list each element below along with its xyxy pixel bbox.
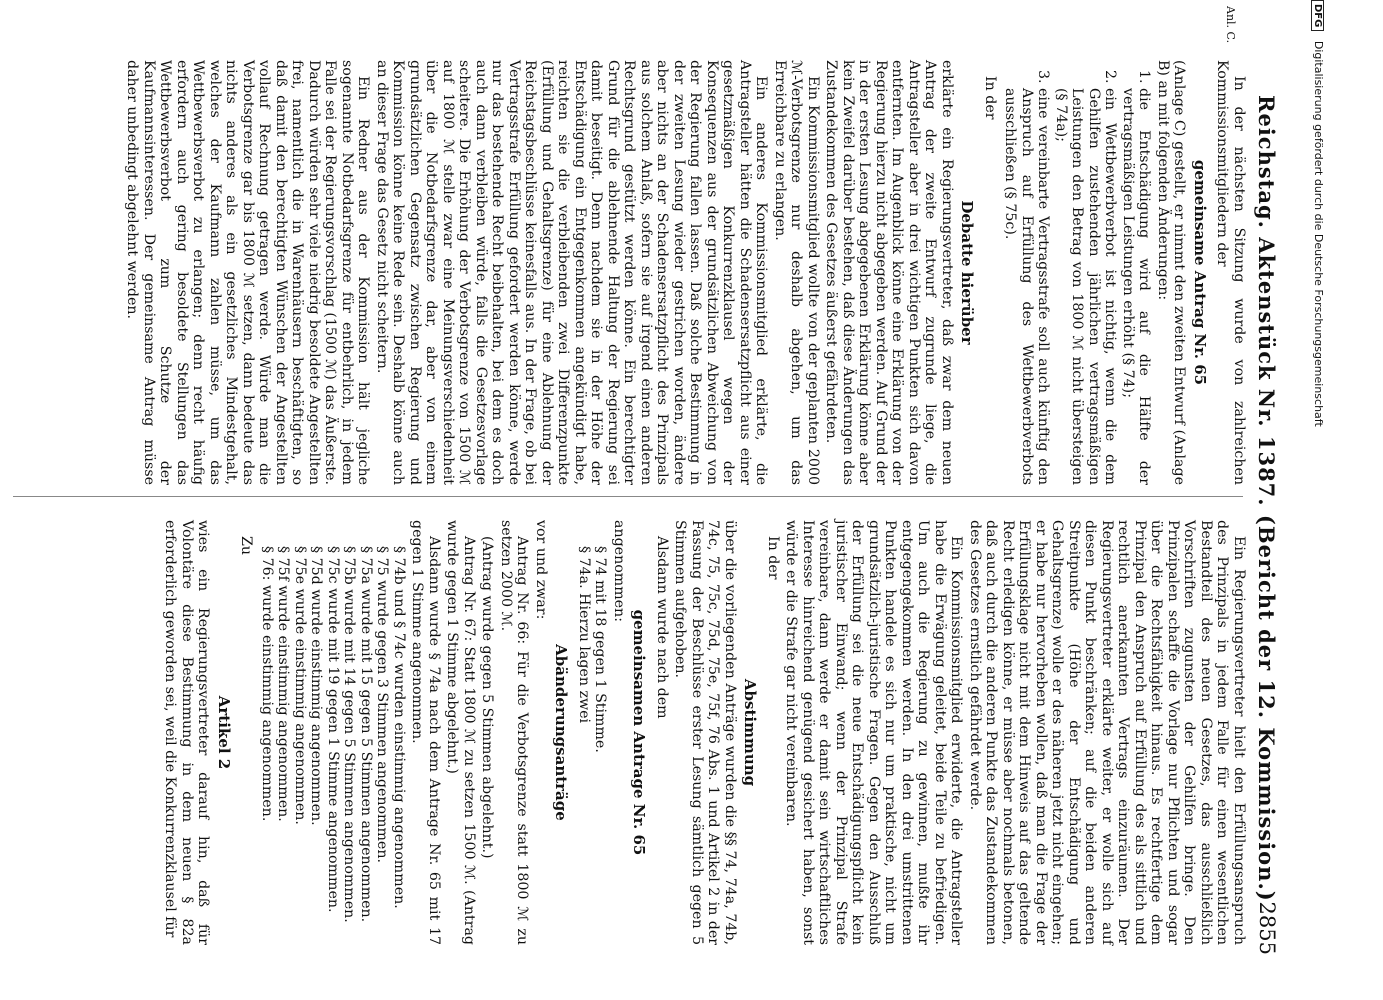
paragraph: (Antrag wurde gegen 5 Stimmen abgelehnt.) — [479, 536, 496, 859]
list-item: § 75b wurde mit 14 gegen 5 Stimmen angenommen. — [341, 546, 358, 923]
heading-artikel-2: Artikel 2 — [215, 695, 233, 770]
paragraph: über die vorliegenden Anträge wurden die §§ 74, 74a, 74b, 74c, 75, 75c, 75d, 75e, 75f, 76 Abs. 1 und Artikel 2 in der Fassung der Beschlüsse erster Lesung sämtlich gegen 5 Stimmen aufgehoben. — [672, 520, 738, 945]
page-title: Reichstag. Aktenstück Nr. 1387. (Bericht der 12. Kommission.) — [1254, 95, 1279, 902]
paragraph: Antrag Nr. 66: Für die Verbotsgrenze statt 1800 ℳ zu setzen 2000 ℳ. — [498, 520, 531, 945]
credit-text: Digitalisierung gefördert durch die Deutsche Forschungsgemeinschaft — [1312, 40, 1325, 427]
list-item: § 74a. Hierzu lagen zwei — [576, 546, 592, 724]
digitization-credit — [1301, 0, 1325, 1000]
dfg-logo: DFG — [1311, 0, 1324, 31]
paragraph: Ein Redner aus der Kommission hält jegliche sogenannte Notbedarfsgrenze für entbehrlich, in jedem Falle sei der Regierungsvorschlag (1500 ℳ) das Äußerste. Dadurch würden sehr viele niedrig besoldete Angestellten frei, namentlich die in Warenhäusern beschäftigten, so daß damit den berechtigten Wünschen der Angestellten vollauf Rechnung getragen werde. Würde man die Verbotsgrenze gar bis 1800 ℳ setzen, dann bedeute das nichts anderes als ein gesetzliches Mindestgehalt, welches der Kaufmann zahlen müsse, um das Wettbewerbsverbot zu erlangen; denn recht häufig erfordern auch gering besoldete Stellungen das Wettbewerbsverbot zum Schutze der Kaufmannsinteressen. Der gemeinsame Antrag müsse daher unbedingt abgelehnt werden. — [124, 60, 372, 485]
heading-debatte: Debatte hierüber — [958, 200, 977, 345]
paragraph: Ein Kommissionsmitglied erwiderte, die Antragsteller habe die Erwägung geleitet, beide Teile zu befriedigen. Um auch die Regierung zu gewinnen, mußte ihr entgegengekommen werden. In den drei umstrittenen Punkten handele es sich nur um praktische, nicht um grundsätzlich-juristische Fragen. Gegen den Ausschluß der Erfüllung sei die neue Entschädigungspflicht kein juristischer Einwand; wenn der Prinzipal Strafe vereinbare, dann werde er damit sein wirtschaftliches Interesse hinreichend genügend gesichert haben, sonst würde er die Strafe gar nicht vereinbaren. — [783, 520, 965, 945]
margin-note: Anl. C. — [1224, 6, 1237, 44]
paragraph: erklärte ein Regierungsvertreter, daß zwar dem neuen Antrag der zweite Entwurf zugrunde liege, die Antragsteller aber in drei wichtigen Punkten sich davon entfernten. Im Augenblick könne eine Erklärung von der Regierung hierzu nicht abgegeben werden. Auf Grund der in der ersten Lesung abgegebenen Erklärung könne aber kein Zweifel darüber bestehen, daß diese Änderungen das Zustandekommen des Gesetzes äußerst gefährdeten. — [823, 60, 955, 485]
paragraph: Alsdann wurde nach dem — [654, 536, 670, 719]
list-item: § 75f wurde einstimmig angenommen. — [275, 546, 292, 822]
list-item: 2. ein Wettbewerbverbot ist nichtig, wenn die dem Gehilfen zustehenden jährlichen vertragsmäßigen Leistungen den Betrag von 1800 ℳ nicht übersteigen (§ 74a); — [1053, 88, 1119, 485]
left-column — [122, 60, 1247, 485]
heading-gemeinsame-antrag: gemeinsame Antrag Nr. 65 — [1191, 159, 1209, 386]
paragraph: wies ein Regierungsvertreter darauf hin, daß für Volontäre diese Bestimmung in dem neuen § 82a erforderlich geworden sei, weil die Konkurrenzklausel für — [162, 520, 212, 945]
intro-paragraph: In der nächsten Sitzung wurde von zahlreichen Kommissionsmitgliedern der — [1214, 60, 1247, 485]
votes-list — [576, 520, 609, 945]
list-item: § 75a wurde mit 15 gegen 5 Stimmen angenommen. — [358, 546, 374, 923]
heading-abstimmung: Abstimmung — [741, 678, 760, 787]
page-number: 2855 — [1255, 901, 1279, 955]
document-page — [5, 0, 1295, 1000]
page-header — [1245, 55, 1285, 955]
list-item: § 74 mit 18 gegen 1 Stimme. — [592, 546, 609, 753]
paragraph: Ein Kommissionsmitglied wollte von der geplanten 2000 ℳ-Verbotsgrenze nur deshalb abgehen, um das Erreichbare zu erlangen. — [772, 60, 821, 485]
paragraph: (Anlage C) gestellt, er nimmt den zweiten Entwurf (Anlage B) an mit folgenden Änderungen: — [1155, 60, 1188, 485]
paragraph: vor und zwar: — [533, 520, 549, 620]
paragraph: angenommen: — [611, 520, 627, 622]
votes-list — [259, 520, 408, 945]
paragraph: Alsdann wurde § 74a nach dem Antrage Nr. 65 mit 17 gegen 1 Stimme angenommen. — [409, 520, 442, 945]
list-item: § 74b und § 74c wurden einstimmig angenommen. — [391, 546, 407, 909]
paragraph: Ein anderes Kommissionsmitglied erklärte, die Antragsteller hätten die Schadensersatzpflicht aus einer gesetzmäßigen Konkurrenzklausel wegen der Konsequenzen aus der grundsätzlichen Abweichung von der Regierung fallen lassen. Daß solche Bestimmung in der zweiten Lesung wieder gestrichen worden, ändere aber nichts an der Schadensersatzpflicht des Prinzipals aus solchem Anlaß, sofern sie auf irgend einen anderen Rechtsgrund gestützt werden könne. Ein berechtigter Grund für die ablehnende Haltung der Regierung sei damit beseitigt. Denn nachdem sie in der Höhe der Entschädigung ein Entgegenkommen angekündigt habe, reichten sie die verbleibenden zwei Differenzpunkte (Erfüllung und Gehaltsgrenze) für eine Ablehnung der Reichstagsbeschlüsse keinesfalls aus. In der Frage, ob bei Vertragsstrafe Erfüllung gefordert werden könne, werde nur das bestehende Recht beibehalten, bei dem es doch auch dann verbleiben würde, falls die Gesetzesvorlage scheitere. Die Erhöhung der Verbotsgrenze von 1500 ℳ auf 1800 ℳ stelle zwar eine Meinungsverschiedenheit über die Notbedarfsgrenze dar, aber von einem grundsätzlichen Gegensatz zwischen Regierung und Kommission könne keine Rede sein. Deshalb könne auch an dieser Frage das Gesetz nicht scheitern. — [374, 60, 770, 485]
paragraph: Antrag Nr. 67: Statt 1800 ℳ zu setzen 1500 ℳ. (Antrag wurde gegen 1 Stimme abgelehnt.) — [444, 520, 477, 945]
list-item: § 75d wurde einstimmig angenommen. — [308, 546, 325, 826]
list-item: 3. eine vereinbarte Vertragsstrafe soll auch künftig den Anspruch auf Erfüllung des Wettbewerbverbots ausschließen (§ 75c). — [1002, 88, 1052, 485]
list-item: 1. die Entschädigung wird auf die Hälfte der vertragsmäßigen Leistungen erhöht (§ 74); — [1120, 88, 1153, 485]
list-item: § 75 wurde gegen 3 Stimmen angenommen. — [374, 546, 391, 863]
list-item: § 75e wurde einstimmig angenommen. — [292, 546, 308, 825]
right-column — [160, 520, 1247, 945]
paragraph: In der — [765, 536, 781, 580]
amendments-list — [1002, 60, 1153, 485]
paragraph: In der — [982, 76, 998, 120]
paragraph: Ein Regierungsvertreter hielt den Erfüllungsanspruch des Prinzipals in jedem Falle für einen wesentlichen Bestandteil des neuen Gesetzes, das ausschließlich Vorschriften zugunsten der Gehilfen bringe. Den Prinzipalen schaffe die Vorlage nur Pflichten und sogar über die Rechtsfähigkeit hinaus. Es rechtfertige dem Prinzipal den Anspruch auf Erfüllung des als sittlich und rechtlich anerkannten Vertrags einzuräumen. Der Regierungsvertreter erklärte weiter, er wolle sich auf diesen Punkt beschränken; auf die beiden anderen Streitpunkte (Höhe der Entschädigung und Gehaltsgrenze) wolle er des näheren jetzt nicht eingehen; er habe nur hervorheben wollen, daß man die Frage der Erfüllungsklage nicht mit dem Hinweis auf das geltende Recht erledigen könne, er müsse aber nochmals betonen, daß auch durch die anderen Punkte das Zustandekommen des Gesetzes ernstlich gefährdet werde. — [967, 520, 1247, 945]
list-item: § 76: wurde einstimmig angenommen. — [259, 546, 275, 822]
list-item: § 75c wurde mit 19 gegen 1 Stimme angenommen. — [325, 546, 341, 913]
column-divider — [13, 496, 1243, 497]
heading-abaenderungsantraege: Abänderungsanträge — [552, 644, 571, 821]
heading-gemeinsamen-antrage: gemeinsamen Antrage Nr. 65 — [630, 609, 649, 856]
paragraph: Zu — [238, 536, 255, 555]
